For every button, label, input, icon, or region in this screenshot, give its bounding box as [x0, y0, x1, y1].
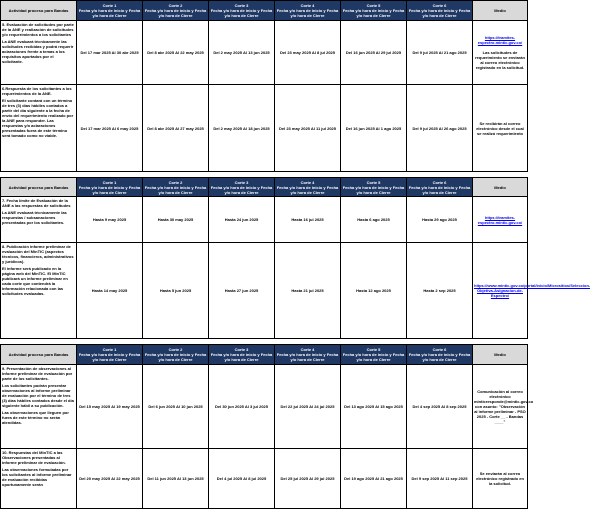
- corte-2-header: Corte 2 Fecha y/o hora de inicio y Fecha y/o hora de Cierre: [143, 178, 209, 197]
- corte-1-header: Corte 1 Fecha y/o hora de inicio y Fecha y/o hora de Cierre: [77, 1, 143, 21]
- date-cell: Hasta 30 may 2025: [143, 197, 209, 243]
- date-cell: Del 20 may 2025 Al 22 may 2025: [77, 449, 143, 509]
- corte-3-header: Corte 3 Fecha y/o hora de inicio y Fecha y/o hora de Cierre: [209, 1, 275, 21]
- date-cell: Del 4 jul 2025 Al 8 jul 2025: [209, 449, 275, 509]
- date-cell: Hasta 24 jun 2025: [209, 197, 275, 243]
- date-cell: Hasta 27 jun 2025: [209, 243, 275, 339]
- date-cell: Del 13 ago 2025 Al 15 ago 2025: [341, 365, 407, 449]
- table-row: [1, 449, 528, 509]
- activity-cell: 8. Publicación informe preliminar de evaluación del MinTIC (aspectos técnicos, financieros, administrativos y jurídicos). El informe será publicado en la página web del MinTIC. El MinTIC publicará un informe preliminar en cada corte que contendrá la información relacionada con las solicitudes evaluadas.: [1, 243, 77, 339]
- corte-4-header: Corte 4 Fecha y/o hora de inicio y Fecha y/o hora de Cierre: [275, 345, 341, 365]
- date-cell: Del 25 jul 2025 Al 29 jul 2025: [275, 449, 341, 509]
- medio-cell: https://tramites-espectro.mintic.gov.co/ Las solicitudes de requerimiento se enviarán al correo electrónico registrado en la solicitud.: [473, 21, 528, 85]
- corte-6-header: Corte 6 Fecha y/o hora de inicio y Fecha y/o hora de Cierre: [407, 345, 473, 365]
- date-cell: Hasta 12 ago 2025: [341, 243, 407, 339]
- schedule-table-1: [0, 0, 527, 172]
- activity-header: Actividad proceso para Bandas: [1, 1, 77, 21]
- date-cell: Del 2 may 2025 Al 18 jun 2025: [209, 85, 275, 172]
- date-cell: Del 17 mar 2025 Al 30 abr 2025: [77, 21, 143, 85]
- medio-header: Medio: [473, 345, 528, 365]
- schedule-table-2: [0, 177, 590, 339]
- activity-header: Actividad proceso para Bandas: [1, 178, 77, 197]
- date-cell: Del 8 abr 2025 Al 27 may 2025: [143, 85, 209, 172]
- date-cell: Del 6 jun 2025 Al 10 jun 2025: [143, 365, 209, 449]
- date-cell: Del 11 jun 2025 Al 13 jun 2025: [143, 449, 209, 509]
- date-cell: Del 9 jul 2025 Al 26 ago 2025: [407, 85, 473, 172]
- activity-cell: 10. Respuestas del MinTIC a las Observaciones presentadas al informe preliminar de evaluación. Las observaciones formuladas por los solicitantes al informe preliminar de evaluación recibidas oportunamente serán: [1, 449, 77, 509]
- date-cell: Hasta 14 may 2025: [77, 243, 143, 339]
- date-cell: Hasta 29 ago 2025: [407, 197, 473, 243]
- micrositio-link[interactable]: https://www.mintic.gov.co/portal/inicio/Micrositios/Seleccion-Objetiva-Asignacion-de-Espectro/: [474, 283, 590, 298]
- corte-2-header: Corte 2 Fecha y/o hora de inicio y Fecha y/o hora de Cierre: [143, 1, 209, 21]
- tramites-link[interactable]: https://tramites-espectro.mintic.gov.co/: [477, 35, 523, 45]
- date-cell: Hasta 5 jun 2025: [143, 243, 209, 339]
- tramites-link[interactable]: https://tramites-espectro.mintic.gov.co/: [477, 214, 523, 225]
- corte-6-header: Corte 6 Fecha y/o hora de inicio y Fecha y/o hora de Cierre: [407, 178, 473, 197]
- corte-5-header: Corte 5 Fecha y/o hora de inicio y Fecha y/o hora de Cierre: [341, 345, 407, 365]
- date-cell: Del 8 abr 2025 Al 22 may 2025: [143, 21, 209, 85]
- schedule-table-3: [0, 344, 534, 509]
- medio-header: Medio: [473, 178, 528, 197]
- corte-4-header: Corte 4 Fecha y/o hora de inicio y Fecha y/o hora de Cierre: [275, 178, 341, 197]
- activity-cell: 7. Fecha límite de Evaluación de la ANE a las respuestas de solicitudes La ANE evaluará técnicamente las respuestas / subsanaciones presentadas por los solicitantes.: [1, 197, 77, 243]
- date-cell: Del 22 jul 2025 Al 24 jul 2025: [275, 365, 341, 449]
- table-row: [1, 85, 528, 172]
- date-cell: Del 16 jun 2025 Al 29 jul 2025: [341, 21, 407, 85]
- corte-1-header: Corte 1 Fecha y/o hora de inicio y Fecha y/o hora de Cierre: [77, 178, 143, 197]
- table-row: [1, 365, 528, 449]
- table-row: [1, 243, 528, 339]
- table-row: [1, 21, 528, 85]
- date-cell: Del 9 sep 2025 Al 11 sep 2025: [407, 449, 473, 509]
- date-cell: Hasta 2 sep 2025: [407, 243, 473, 339]
- activity-header: Actividad proceso para Bandas: [1, 345, 77, 365]
- medio-cell: Se recibirán al correo electrónico desde el cual se realizó requerimiento: [473, 85, 528, 172]
- corte-5-header: Corte 5 Fecha y/o hora de inicio y Fecha y/o hora de Cierre: [341, 1, 407, 21]
- date-cell: Hasta 21 jul 2025: [275, 243, 341, 339]
- date-cell: Del 16 jun 2025 Al 1 ago 2025: [341, 85, 407, 172]
- date-cell: Del 17 mar 2025 Al 6 may 2025: [77, 85, 143, 172]
- medio-cell: [473, 243, 590, 339]
- date-cell: Del 4 sep 2025 Al 8 sep 2025: [407, 365, 473, 449]
- medio-cell: Comunicación al correo electrónico minticresponde@mintic.gov.co con asunto: "Observación al informe preliminar - PSO 2025 - Corte __ - Bandas ____": [473, 365, 528, 449]
- medio-cell: [473, 197, 528, 243]
- activity-cell: 5. Evaluación de solicitudes por parte de la ANE y realización de solicitudes y/o requerimientos a los solicitantes La ANE evaluará técnicamente las solicitudes recibidas y podrá requerir aclaraciones frente a temas a los requisitos aportados por el solicitante.: [1, 21, 77, 85]
- date-cell: Del 15 may 2025 Al 19 may 2025: [77, 365, 143, 449]
- medio-header: Medio: [473, 1, 528, 21]
- corte-1-header: Corte 1 Fecha y/o hora de inicio y Fecha y/o hora de Cierre: [77, 345, 143, 365]
- table-header-row: [1, 1, 528, 21]
- corte-6-header: Corte 6 Fecha y/o hora de inicio y Fecha y/o hora de Cierre: [407, 1, 473, 21]
- activity-cell: 9. Presentación de observaciones al informe preliminar de evaluación por parte de los solicitantes. Los solicitantes podrán presentar observaciones al informe preliminar de evaluación por el término de tres (3) días hábiles contados desde el día siguiente hábil a su publicación. Las observaciones que lleguen por fuera de este término no serán atendidas.: [1, 365, 77, 449]
- date-cell: Del 9 jul 2025 Al 21 ago 2025: [407, 21, 473, 85]
- date-cell: Del 23 may 2025 Al 11 jul 2025: [275, 85, 341, 172]
- table-header-row: [1, 178, 528, 197]
- corte-2-header: Corte 2 Fecha y/o hora de inicio y Fecha y/o hora de Cierre: [143, 345, 209, 365]
- medio-cell: Se enviarán al correo electrónico registrado en la solicitud.: [473, 449, 528, 509]
- corte-5-header: Corte 5 Fecha y/o hora de inicio y Fecha y/o hora de Cierre: [341, 178, 407, 197]
- corte-4-header: Corte 4 Fecha y/o hora de inicio y Fecha y/o hora de Cierre: [275, 1, 341, 21]
- date-cell: Del 2 may 2025 Al 13 jun 2025: [209, 21, 275, 85]
- date-cell: Del 23 may 2025 Al 8 jul 2025: [275, 21, 341, 85]
- date-cell: Hasta 9 may 2025: [77, 197, 143, 243]
- date-cell: Del 19 ago 2025 Al 21 ago 2025: [341, 449, 407, 509]
- table-header-row: [1, 345, 528, 365]
- corte-3-header: Corte 3 Fecha y/o hora de inicio y Fecha y/o hora de Cierre: [209, 345, 275, 365]
- date-cell: Del 30 jun 2025 Al 3 jul 2025: [209, 365, 275, 449]
- table-row: [1, 197, 528, 243]
- corte-3-header: Corte 3 Fecha y/o hora de inicio y Fecha y/o hora de Cierre: [209, 178, 275, 197]
- date-cell: Hasta 6 ago 2025: [341, 197, 407, 243]
- date-cell: Hasta 16 jul 2025: [275, 197, 341, 243]
- activity-cell: 6.Respuesta de los solicitantes a los requerimientos de la ANE. El solicitante contará con un término de tres (3) días hábiles contados a partir del día siguiente a la fecha de envío del requerimiento realizado por la ANE para responder. Las respuestas y/o aclaraciones presentadas fuera de este término será tomado como no viable.: [1, 85, 77, 172]
